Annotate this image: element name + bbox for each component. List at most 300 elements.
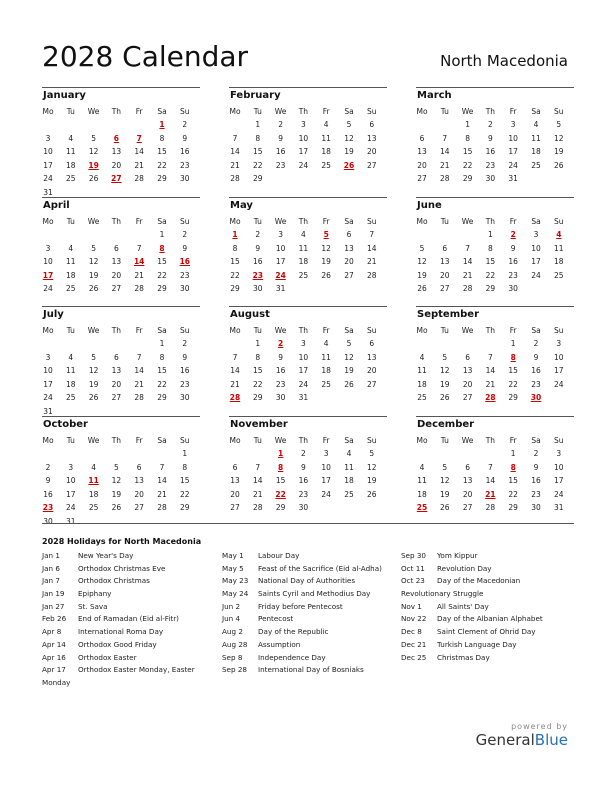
holiday-name-continued: Revolutionary Struggle [401, 589, 484, 599]
weekday-label: Sa [157, 326, 167, 335]
calendar-day: 9 [533, 352, 539, 362]
holiday-date: 7 [136, 133, 142, 143]
calendar-day: 3 [323, 449, 329, 458]
calendar-day: 23 [531, 489, 541, 499]
bottom-divider [42, 523, 574, 524]
calendar-day: 9 [182, 352, 188, 362]
calendar-day: 8 [488, 243, 493, 253]
holiday-date: 17 [42, 270, 54, 280]
holiday-date: 27 [111, 174, 122, 184]
calendar-day: 26 [417, 284, 427, 294]
weekday-label: Su [367, 326, 377, 335]
weekday-label: Th [485, 436, 496, 445]
holiday-item [401, 576, 573, 601]
calendar-day: 7 [488, 352, 493, 362]
calendar-day: 7 [369, 230, 375, 239]
weekday-label: We [461, 107, 474, 116]
holiday-date: 14 [133, 257, 145, 267]
calendar-day: 23 [180, 160, 190, 170]
calendar-day: 15 [253, 366, 263, 376]
calendar-day: 7 [136, 352, 142, 362]
holiday-date: 21 [485, 489, 496, 499]
holiday-date: 1 [232, 230, 238, 239]
calendar-day: 25 [344, 489, 354, 499]
calendar-day: 24 [298, 160, 309, 170]
calendar-day: 15 [253, 147, 263, 157]
calendar-day: 8 [159, 133, 165, 143]
calendar-day: 17 [298, 147, 309, 157]
calendar-day: 18 [321, 147, 331, 157]
calendar-day: 6 [442, 243, 448, 253]
weekday-label: Fr [509, 107, 517, 116]
calendar-day: 10 [321, 462, 331, 472]
calendar-day: 13 [111, 147, 122, 157]
weekday-label: Sa [344, 107, 354, 116]
holiday-item [222, 653, 397, 666]
calendar-day: 6 [114, 352, 119, 362]
holiday-date-label: May 5 [222, 563, 244, 573]
calendar-day: 26 [344, 379, 354, 389]
calendar-day: 1 [510, 339, 516, 348]
weekday-label: Fr [322, 217, 330, 226]
calendar-day: 15 [508, 366, 518, 376]
calendar-day: 1 [488, 230, 493, 239]
calendar-day: 24 [531, 270, 541, 280]
weekday-label: We [274, 107, 287, 116]
month-name: June [417, 200, 442, 211]
calendar-day: 1 [159, 339, 165, 348]
holiday-date: 6 [113, 133, 119, 143]
brand-name-general: General [475, 731, 535, 749]
calendar-day: 6 [232, 462, 238, 472]
holiday-date: 28 [229, 393, 241, 403]
calendar-day: 6 [465, 352, 470, 362]
calendar-day: 1 [255, 339, 261, 348]
calendar-day: 9 [278, 352, 283, 362]
calendar-day: 4 [346, 449, 352, 458]
calendar-day: 4 [91, 462, 96, 472]
calendar-day: 11 [66, 366, 76, 376]
calendar-day: 25 [321, 160, 331, 170]
calendar-day: 30 [298, 503, 309, 513]
calendar-day: 27 [111, 393, 122, 403]
holiday-column [222, 551, 397, 678]
month-march [416, 87, 574, 195]
month-name: August [230, 309, 270, 320]
weekday-label: We [87, 107, 100, 116]
calendar-day: 13 [417, 147, 427, 157]
calendar-day: 10 [43, 257, 53, 267]
calendar-day: 12 [88, 366, 99, 376]
calendar-day: 25 [321, 379, 331, 389]
calendar-day: 6 [136, 462, 142, 472]
holiday-date: 2 [277, 339, 284, 348]
holiday-date: 26 [343, 160, 355, 170]
calendar-day: 17 [298, 366, 309, 376]
calendar-day: 21 [134, 160, 144, 170]
calendar-day: 23 [298, 489, 309, 499]
calendar-day: 1 [159, 230, 165, 239]
calendar-day: 14 [367, 243, 377, 253]
calendar-day: 16 [531, 476, 541, 486]
calendar-day: 2 [301, 449, 306, 458]
holiday-name: Friday before Pentecost [258, 601, 343, 611]
calendar-day: 2 [533, 339, 539, 348]
calendar-day: 28 [230, 174, 240, 184]
calendar-day: 22 [230, 270, 240, 280]
holiday-name: Saint Clement of Ohrid Day [437, 627, 536, 637]
weekday-label: Fr [135, 217, 143, 226]
calendar-day: 12 [344, 133, 354, 143]
calendar-day: 15 [462, 147, 473, 157]
month-name: December [417, 419, 475, 430]
calendar-day: 4 [323, 339, 329, 348]
calendar-day: 11 [66, 257, 76, 267]
calendar-day: 5 [91, 243, 96, 253]
calendar-day: 18 [531, 147, 541, 157]
calendar-day: 4 [301, 230, 306, 239]
holiday-column [42, 551, 217, 691]
weekday-label: Sa [157, 217, 167, 226]
calendar-day: 27 [462, 393, 473, 403]
holiday-date: 8 [510, 352, 516, 362]
calendar-day: 20 [344, 257, 354, 267]
calendar-day: 20 [462, 489, 473, 499]
weekday-label: Sa [531, 217, 541, 226]
calendar-day: 22 [485, 270, 496, 280]
weekday-label: We [461, 436, 474, 445]
weekday-label: Mo [416, 217, 428, 226]
calendar-day: 13 [111, 366, 122, 376]
month-grid [42, 84, 574, 524]
weekday-label: Mo [229, 217, 241, 226]
month-name: October [43, 419, 88, 430]
month-name: May [230, 200, 253, 211]
holiday-date-label: Nov 22 [401, 614, 427, 624]
weekday-label: Th [111, 107, 122, 116]
calendar-day: 24 [298, 379, 309, 389]
holiday-date-label: Jan 7 [42, 576, 60, 586]
holiday-item [222, 576, 397, 589]
holiday-name: Orthodox Christmas [78, 576, 150, 586]
calendar-day: 14 [440, 147, 450, 157]
calendar-day: 19 [367, 476, 377, 486]
weekday-label: Mo [229, 326, 241, 335]
calendar-day: 2 [278, 120, 283, 129]
calendar-day: 27 [462, 503, 473, 513]
calendar-day: 31 [43, 188, 53, 197]
calendar-day: 11 [417, 476, 427, 486]
calendar-day: 8 [465, 133, 470, 143]
calendar-day: 28 [134, 393, 144, 403]
calendar-day: 4 [533, 120, 539, 129]
calendar-day: 30 [180, 174, 190, 184]
calendar-day: 22 [253, 379, 263, 389]
weekday-label: Su [554, 436, 564, 445]
calendar-day: 3 [510, 120, 516, 129]
calendar-day: 5 [369, 449, 375, 458]
month-name: July [43, 309, 64, 320]
holiday-name: Labour Day [258, 551, 300, 560]
holiday-date: 30 [530, 393, 542, 403]
weekday-label: Sa [157, 436, 167, 445]
calendar-day: 7 [159, 462, 165, 472]
calendar-day: 15 [157, 366, 167, 376]
brand-powered-by: powered by [511, 722, 568, 731]
calendar-day: 7 [442, 133, 448, 143]
calendar-day: 14 [485, 476, 496, 486]
calendar-day: 12 [321, 243, 331, 253]
calendar-day: 24 [321, 489, 331, 499]
weekday-label: Mo [42, 107, 54, 116]
calendar-day: 9 [510, 243, 516, 253]
calendar-day: 21 [440, 160, 450, 170]
calendar-day: 9 [278, 133, 283, 143]
calendar-day: 24 [554, 379, 564, 389]
calendar-day: 27 [230, 503, 240, 513]
holiday-date-label: Apr 8 [42, 627, 62, 637]
month-april [42, 197, 200, 305]
holiday-item [42, 627, 217, 640]
calendar-day: 9 [45, 476, 51, 486]
calendar-day: 16 [508, 257, 518, 267]
calendar-day: 7 [232, 352, 238, 362]
weekday-label: Tu [253, 217, 262, 226]
calendar-day: 17 [321, 476, 331, 486]
weekday-label: Th [111, 326, 122, 335]
holiday-date: 28 [485, 393, 496, 403]
calendar-day: 11 [298, 243, 309, 253]
calendar-day: 21 [157, 489, 167, 499]
calendar-day: 12 [417, 257, 427, 267]
holiday-name: International Day of Bosniaks [258, 665, 364, 675]
calendar-day: 27 [367, 379, 377, 389]
calendar-day: 20 [440, 270, 450, 280]
calendar-day: 25 [298, 270, 309, 280]
holiday-item [401, 640, 573, 653]
calendar-day: 10 [43, 147, 53, 157]
weekday-label: We [461, 326, 474, 335]
calendar-day: 8 [182, 462, 188, 472]
holiday-item [222, 640, 397, 653]
holiday-item [401, 564, 573, 577]
calendar-day: 7 [465, 243, 470, 253]
calendar-day: 19 [554, 147, 564, 157]
calendar-day: 20 [417, 160, 427, 170]
calendar-day: 27 [417, 174, 427, 184]
holiday-date: 19 [88, 160, 99, 170]
calendar-day: 29 [253, 174, 263, 184]
calendar-day: 18 [66, 270, 76, 280]
holiday-date: 23 [42, 503, 54, 513]
month-july [42, 306, 200, 414]
weekday-label: Sa [531, 436, 541, 445]
calendar-day: 1 [465, 120, 470, 129]
calendar-day: 4 [323, 120, 329, 129]
calendar-day: 13 [462, 476, 473, 486]
calendar-day: 13 [367, 133, 377, 143]
calendar-day: 18 [417, 379, 427, 389]
calendar-day: 15 [157, 257, 167, 267]
holiday-item [222, 614, 397, 627]
holiday-name: Day of the Macedonian [437, 576, 521, 586]
weekday-label: Th [111, 436, 122, 445]
calendar-day: 12 [440, 476, 450, 486]
weekday-label: Tu [440, 217, 449, 226]
holiday-item [42, 665, 217, 690]
holiday-item [401, 551, 573, 564]
holiday-date-label: Nov 1 [401, 601, 422, 611]
calendar-day: 18 [66, 379, 76, 389]
calendar-day: 21 [134, 270, 144, 280]
holiday-date-label: Jun 2 [222, 601, 241, 611]
calendar-day: 8 [159, 352, 165, 362]
calendar-day: 2 [182, 230, 188, 239]
calendar-day: 4 [68, 243, 74, 253]
calendar-day: 16 [275, 366, 286, 376]
calendar-day: 13 [367, 352, 377, 362]
calendar-day: 31 [43, 407, 53, 416]
weekday-label: We [274, 217, 287, 226]
calendar-day: 18 [417, 489, 427, 499]
calendar-day: 10 [43, 366, 53, 376]
calendar-day: 4 [419, 462, 425, 472]
weekday-label: Th [298, 107, 309, 116]
calendar-day: 30 [43, 517, 53, 526]
weekday-label: Th [298, 326, 309, 335]
calendar-day: 25 [66, 284, 76, 294]
weekday-label: Fr [135, 107, 143, 116]
calendar-day: 30 [275, 393, 286, 403]
calendar-day: 3 [45, 352, 51, 362]
weekday-label: Tu [440, 107, 449, 116]
weekday-label: Fr [322, 436, 330, 445]
holiday-name: Christmas Day [437, 652, 490, 662]
brand-name-blue: Blue [534, 731, 568, 749]
weekday-label: Fr [509, 436, 517, 445]
weekday-label: Mo [42, 217, 54, 226]
calendar-day: 2 [533, 449, 539, 458]
month-name: March [417, 90, 452, 101]
calendar-day: 7 [255, 462, 261, 472]
calendar-day: 12 [344, 352, 354, 362]
calendar-day: 30 [485, 174, 496, 184]
calendar-day: 3 [556, 449, 562, 458]
calendar-day: 26 [321, 270, 331, 280]
calendar-day: 3 [68, 462, 74, 472]
holiday-date-label: Jun 4 [222, 614, 241, 624]
weekday-label: Fr [135, 326, 143, 335]
calendar-day: 5 [419, 243, 425, 253]
calendar-day: 7 [488, 462, 493, 472]
calendar-day: 21 [134, 379, 144, 389]
weekday-label: We [87, 217, 100, 226]
calendar-day: 16 [298, 476, 309, 486]
calendar-day: 17 [275, 257, 286, 267]
holiday-date-label: Apr 14 [42, 639, 66, 649]
calendar-day: 13 [344, 243, 354, 253]
holiday-name: Day of the Albanian Alphabet [437, 614, 543, 624]
calendar-day: 11 [321, 133, 331, 143]
calendar-day: 29 [230, 284, 240, 294]
calendar-day: 1 [510, 449, 516, 458]
calendar-day: 4 [419, 352, 425, 362]
weekday-label: Mo [229, 107, 241, 116]
calendar-day: 2 [182, 120, 188, 129]
calendar-day: 25 [66, 174, 76, 184]
holiday-item [42, 551, 217, 564]
holiday-name: Independence Day [258, 652, 326, 662]
calendar-day: 17 [508, 147, 518, 157]
weekday-label: Tu [253, 326, 262, 335]
calendar-day: 5 [442, 462, 448, 472]
calendar-day: 19 [440, 379, 450, 389]
holiday-date-label: Oct 11 [401, 563, 425, 573]
calendar-day: 19 [88, 379, 99, 389]
calendar-day: 28 [485, 503, 496, 513]
calendar-day: 7 [136, 243, 142, 253]
calendar-day: 8 [255, 133, 261, 143]
calendar-day: 31 [554, 503, 564, 513]
weekday-label: Mo [416, 436, 428, 445]
holiday-name: Assumption [258, 639, 301, 649]
calendar-day: 23 [485, 160, 496, 170]
weekday-label: Su [180, 326, 190, 335]
calendar-day: 6 [419, 133, 425, 143]
calendar-day: 11 [321, 352, 331, 362]
weekday-label: Su [367, 217, 377, 226]
calendar-day: 4 [68, 133, 74, 143]
holiday-date: 5 [323, 230, 329, 239]
country-name: North Macedonia [440, 52, 568, 70]
holiday-item [401, 614, 573, 627]
calendar-day: 14 [230, 147, 240, 157]
calendar-day: 8 [232, 243, 238, 253]
holiday-name: Yom Kippur [437, 551, 478, 560]
weekday-label: We [274, 436, 287, 445]
month-june [416, 197, 574, 305]
calendar-day: 6 [465, 462, 470, 472]
calendar-day: 16 [180, 147, 190, 157]
calendar-day: 28 [157, 503, 167, 513]
calendar-day: 3 [45, 133, 51, 143]
calendar-day: 28 [367, 270, 377, 280]
weekday-label: Fr [509, 217, 517, 226]
month-february [229, 87, 387, 195]
calendar-day: 9 [182, 133, 188, 143]
calendar-day: 5 [91, 352, 96, 362]
calendar-day: 20 [134, 489, 144, 499]
calendar-day: 10 [531, 243, 541, 253]
weekday-label: Tu [66, 436, 75, 445]
calendar-day: 13 [462, 366, 473, 376]
calendar-day: 29 [157, 174, 167, 184]
holiday-item [222, 602, 397, 615]
calendar-day: 1 [255, 120, 261, 129]
weekday-label: Tu [440, 326, 449, 335]
calendar-day: 10 [554, 352, 564, 362]
holiday-date-label: Dec 8 [401, 627, 422, 637]
holiday-name: Orthodox Christmas Eve [78, 563, 166, 573]
weekday-label: Mo [42, 326, 54, 335]
calendar-day: 16 [275, 147, 286, 157]
calendar-day: 11 [554, 243, 564, 253]
calendar-day: 5 [114, 462, 119, 472]
calendar-day: 21 [230, 379, 240, 389]
calendar-day: 15 [157, 147, 167, 157]
calendar-day: 16 [531, 366, 541, 376]
calendar-day: 15 [508, 476, 518, 486]
